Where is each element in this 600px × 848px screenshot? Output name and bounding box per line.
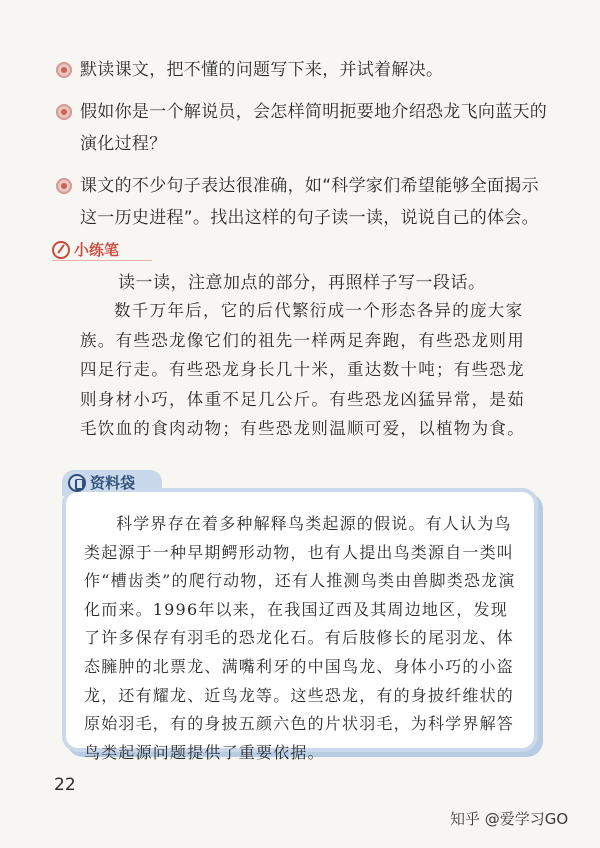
practice-title: 小练笔: [74, 241, 120, 259]
info-passage: 科学界存在着多种解释鸟类起源的假说。有人认为鸟类起源于一种早期鳄形动物，也有人提出鸟类源自一类叫作“槽齿类”的爬行动物，还有人推测鸟类由兽脚类恐龙演化而来。1996年以来，在我国辽西及其周边地区，发现了许多保存有羽毛的恐龙化石。有后肢修长的尾羽龙、体态臃肿的北票龙、满嘴利牙的中国鸟龙、身体小巧的小盗龙，还有耀龙、近鸟龙等。这些恐龙，有的身披纤维状的原始羽毛，有的身披五颜六色的片状羽毛，为科学界解答鸟类起源问题提供了重要依据。: [84, 514, 516, 762]
bullet-icon: [56, 62, 72, 78]
bullet-icon: [56, 104, 72, 120]
info-header: [68, 472, 135, 493]
bullet-icon: [56, 178, 72, 194]
notebook-icon: [68, 474, 86, 492]
question-1: [56, 54, 556, 86]
practice-divider: [52, 260, 152, 261]
pen-icon: [52, 241, 70, 259]
page-number: 22: [54, 775, 76, 795]
practice-header: [52, 239, 119, 260]
question-2-text: 假如你是一个解说员，会怎样简明扼要地介绍恐龙飞向蓝天的演化过程？: [80, 102, 548, 154]
practice-passage: 数千万年后，它的后代繁衍成一个形态各异的庞大家族。有些恐龙像它们的祖先一样两足奔跑，有些恐龙则用四足行走。有些恐龙身长几十米，重达数十吨；有些恐龙则身材小巧，体重不足几公斤。有些恐龙凶猛异常，是茹毛饮血的食肉动物；有些恐龙则温顺可爱，以植物为食。: [80, 301, 525, 438]
question-1-text: 默读课文，把不懂的问题写下来，并试着解决。: [80, 60, 444, 80]
watermark: 知乎 @爱学习GO: [450, 810, 569, 828]
question-2: [56, 96, 556, 160]
practice-instruction: 读一读，注意加点的部分，再照样子写一段话。: [118, 273, 486, 293]
question-3-text: 课文的不少句子表达很准确，如“科学家们希望能够全面揭示这一历史进程”。找出这样的句子读一读，说说自己的体会。: [80, 176, 539, 228]
info-title: 资料袋: [90, 474, 136, 492]
question-3: [56, 170, 556, 234]
